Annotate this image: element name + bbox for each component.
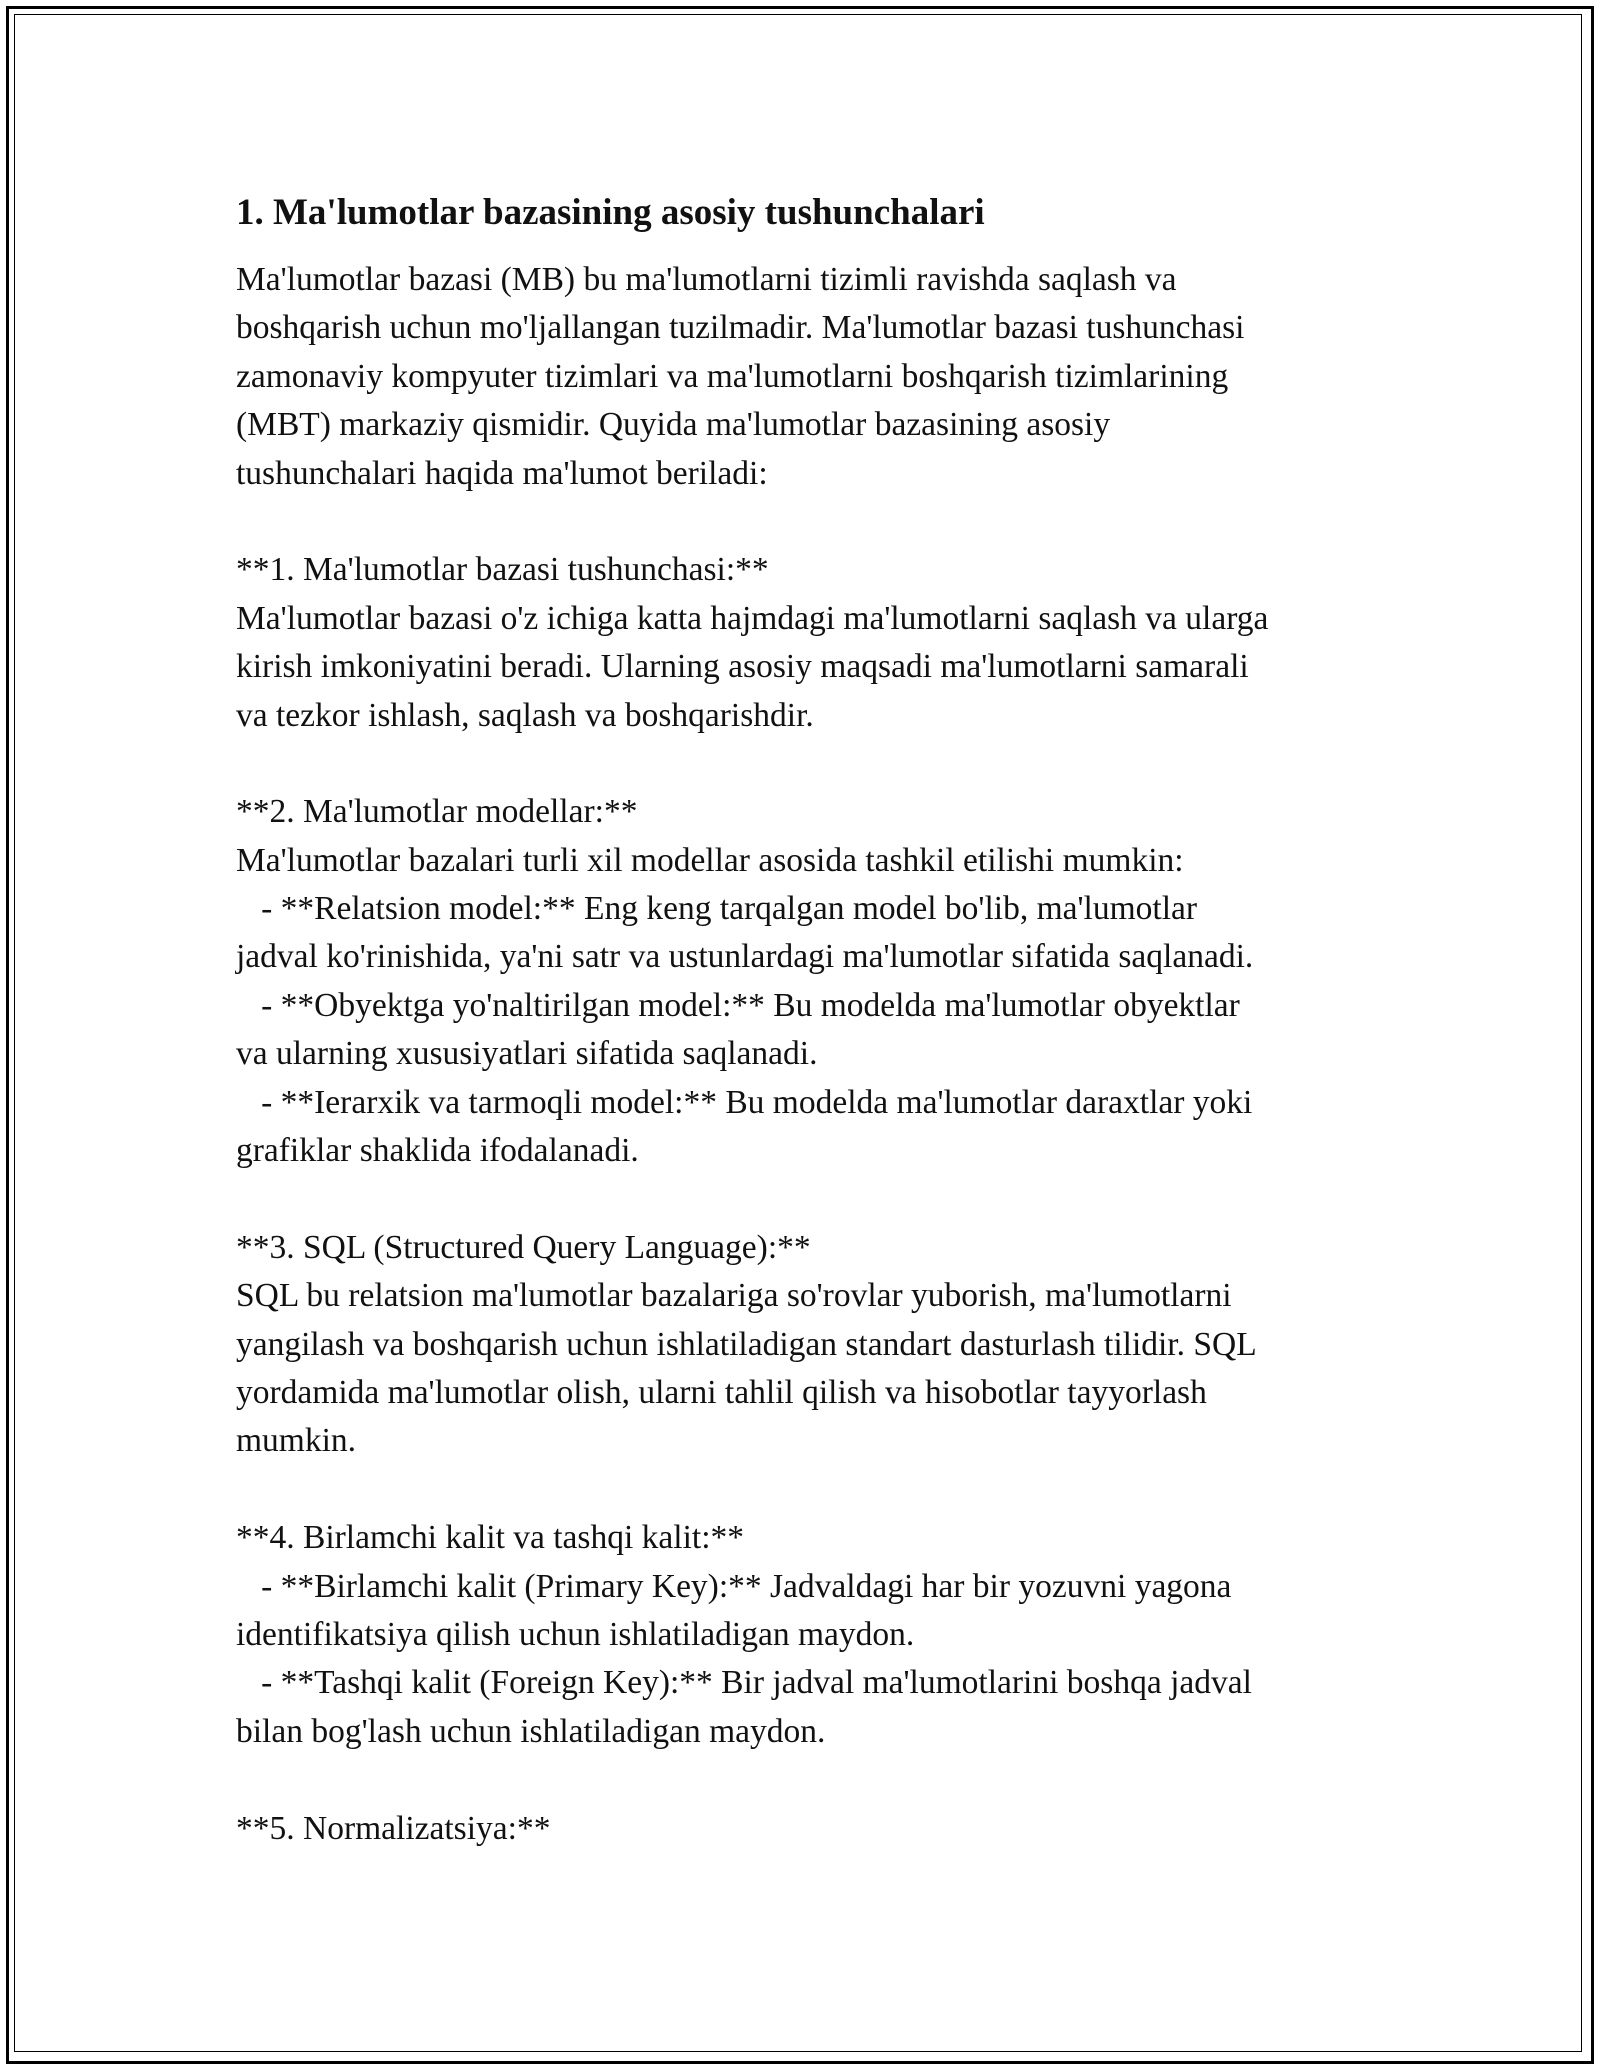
blank-line	[236, 1756, 1396, 1804]
document-body	[236, 256, 1396, 1853]
section-heading: **5. Normalizatsiya:**	[236, 1809, 551, 1847]
body-line: mumkin.	[236, 1422, 357, 1460]
body-line: va ularning xususiyatlari sifatida saqlanadi.	[236, 1035, 818, 1073]
section-heading: **2. Ma'lumotlar modellar:**	[236, 793, 638, 831]
section-heading: **3. SQL (Structured Query Language):**	[236, 1228, 811, 1266]
body-line: SQL bu relatsion ma'lumotlar bazalariga so'rovlar yuborish, ma'lumotlarni	[236, 1277, 1232, 1315]
body-line: Ma'lumotlar bazasi (MB) bu ma'lumotlarni tizimli ravishda saqlash va	[236, 261, 1177, 298]
list-item-line: - **Obyektga yo'naltirilgan model:** Bu modelda ma'lumotlar obyektlar	[236, 986, 1240, 1024]
blank-line	[236, 1175, 1396, 1223]
body-line: grafiklar shaklida ifodalanadi.	[236, 1132, 639, 1170]
body-line: Ma'lumotlar bazasi o'z ichiga katta hajmdagi ma'lumotlarni saqlash va ularga	[236, 599, 1269, 637]
body-line: tushunchalari haqida ma'lumot beriladi:	[236, 454, 768, 492]
blank-line	[236, 1466, 1396, 1514]
section-heading: **4. Birlamchi kalit va tashqi kalit:**	[236, 1519, 744, 1557]
body-line: yordamida ma'lumotlar olish, ularni tahlil qilish va hisobotlar tayyorlash	[236, 1373, 1207, 1411]
list-item-line: - **Relatsion model:** Eng keng tarqalgan model bo'lib, ma'lumotlar	[236, 890, 1198, 928]
list-item-line: - **Tashqi kalit (Foreign Key):** Bir jadval ma'lumotlarini boshqa jadval	[236, 1664, 1252, 1702]
body-line: zamonaviy kompyuter tizimlari va ma'lumotlarni boshqarish tizimlarining	[236, 357, 1229, 395]
body-line: kirish imkoniyatini beradi. Ularning asosiy maqsadi ma'lumotlarni samarali	[236, 648, 1249, 686]
body-line: yangilash va boshqarish uchun ishlatiladigan standart dasturlash tilidir. SQL	[236, 1325, 1257, 1363]
body-line: jadval ko'rinishida, ya'ni satr va ustunlardagi ma'lumotlar sifatida saqlanadi.	[236, 938, 1254, 976]
blank-line	[236, 740, 1396, 788]
body-line: bilan bog'lash uchun ishlatiladigan maydon.	[236, 1712, 826, 1750]
document-title: 1. Ma'lumotlar bazasining asosiy tushunchalari	[236, 192, 985, 233]
body-line: identifikatsiya qilish uchun ishlatiladigan maydon.	[236, 1615, 915, 1653]
section-heading: **1. Ma'lumotlar bazasi tushunchasi:**	[236, 551, 769, 589]
body-line: va tezkor ishlash, saqlash va boshqarishdir.	[236, 696, 814, 734]
body-line: Ma'lumotlar bazalari turli xil modellar asosida tashkil etilishi mumkin:	[236, 841, 1184, 879]
body-line: boshqarish uchun mo'ljallangan tuzilmadir. Ma'lumotlar bazasi tushunchasi	[236, 309, 1245, 347]
body-line: (MBT) markaziy qismidir. Quyida ma'lumotlar bazasining asosiy	[236, 406, 1111, 444]
blank-line	[236, 498, 1396, 546]
list-item-line: - **Birlamchi kalit (Primary Key):** Jadvaldagi har bir yozuvni yagona	[236, 1567, 1232, 1605]
list-item-line: - **Ierarxik va tarmoqli model:** Bu modelda ma'lumotlar daraxtlar yoki	[236, 1083, 1253, 1121]
document-page	[236, 186, 1396, 1853]
